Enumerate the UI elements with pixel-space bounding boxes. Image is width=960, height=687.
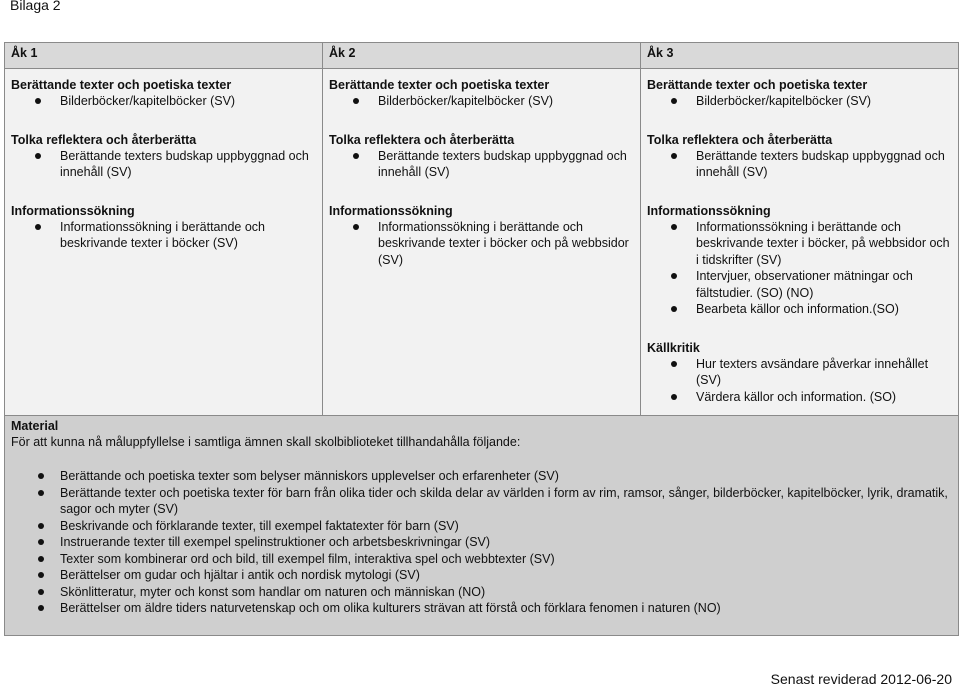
list-item: Bearbeta källor och information.(SO) bbox=[647, 301, 953, 318]
section-tolka bbox=[329, 132, 635, 181]
list-item: Berättande texters budskap uppbyggnad och innehåll (SV) bbox=[329, 148, 635, 181]
column-ak1 bbox=[5, 69, 323, 416]
material-list bbox=[11, 468, 952, 617]
section-informationssokning bbox=[11, 203, 317, 252]
curriculum-table bbox=[4, 42, 959, 636]
section-title: Informationssökning bbox=[329, 203, 453, 218]
material-title: Material bbox=[11, 419, 59, 433]
list-item: Hur texters avsändare påverkar innehållet (SV) bbox=[647, 356, 953, 389]
document-title: Bilaga 2 bbox=[10, 0, 61, 13]
list-item: Informationssökning i berättande och beskrivande texter i böcker och på webbsidor (SV) bbox=[329, 219, 635, 269]
header-ak1: Åk 1 bbox=[5, 43, 323, 69]
content-row bbox=[5, 69, 959, 416]
column-ak2 bbox=[323, 69, 641, 416]
list-item: Berättande texters budskap uppbyggnad och innehåll (SV) bbox=[11, 148, 317, 181]
material-cell bbox=[5, 416, 959, 636]
column-ak3 bbox=[641, 69, 959, 416]
section-title: Tolka reflektera och återberätta bbox=[647, 132, 833, 147]
section-informationssokning bbox=[647, 203, 953, 318]
section-title: Informationssökning bbox=[11, 203, 135, 218]
section-informationssokning bbox=[329, 203, 635, 269]
list-item: Värdera källor och information. (SO) bbox=[647, 389, 953, 406]
section-title: Informationssökning bbox=[647, 203, 771, 218]
revision-date: Senast reviderad 2012-06-20 bbox=[770, 671, 952, 687]
material-intro: För att kunna nå måluppfyllelse i samtliga ämnen skall skolbiblioteket tillhandahålla följande: bbox=[11, 435, 521, 449]
list-item: Berättande texters budskap uppbyggnad och innehåll (SV) bbox=[647, 148, 953, 181]
list-item: Berättande texter och poetiska texter för barn från olika tider och skilda delar av världen i form av rim, ramsor, sånger, bilderböcker, kapitelböcker, lyrik, dramatik, sagor och myter (SV) bbox=[11, 485, 952, 518]
section-berattande-texter bbox=[647, 77, 953, 110]
section-title: Källkritik bbox=[647, 340, 700, 355]
list-item: Instruerande texter till exempel spelinstruktioner och arbetsbeskrivningar (SV) bbox=[11, 534, 952, 551]
list-item: Texter som kombinerar ord och bild, till exempel film, interaktiva spel och webbtexter (SV) bbox=[11, 551, 952, 568]
section-title: Tolka reflektera och återberätta bbox=[329, 132, 515, 147]
header-ak3: Åk 3 bbox=[641, 43, 959, 69]
section-berattande-texter bbox=[11, 77, 317, 110]
section-berattande-texter bbox=[329, 77, 635, 110]
list-item: Bilderböcker/kapitelböcker (SV) bbox=[647, 93, 953, 110]
material-row bbox=[5, 416, 959, 636]
section-kallkritik bbox=[647, 340, 953, 406]
list-item: Berättelser om gudar och hjältar i antik och nordisk mytologi (SV) bbox=[11, 567, 952, 584]
list-item: Bilderböcker/kapitelböcker (SV) bbox=[11, 93, 317, 110]
header-row bbox=[5, 43, 959, 69]
section-tolka bbox=[11, 132, 317, 181]
list-item: Intervjuer, observationer mätningar och fältstudier. (SO) (NO) bbox=[647, 268, 953, 301]
list-item: Berättande och poetiska texter som belyser människors upplevelser och erfarenheter (SV) bbox=[11, 468, 952, 485]
list-item: Bilderböcker/kapitelböcker (SV) bbox=[329, 93, 635, 110]
header-ak2: Åk 2 bbox=[323, 43, 641, 69]
list-item: Informationssökning i berättande och beskrivande texter i böcker (SV) bbox=[11, 219, 317, 252]
section-tolka bbox=[647, 132, 953, 181]
section-title: Tolka reflektera och återberätta bbox=[11, 132, 197, 147]
section-title: Berättande texter och poetiska texter bbox=[329, 78, 550, 92]
section-title: Berättande texter och poetiska texter bbox=[647, 78, 868, 92]
list-item: Skönlitteratur, myter och konst som handlar om naturen och människan (NO) bbox=[11, 584, 952, 601]
section-title: Berättande texter och poetiska texter bbox=[11, 78, 232, 92]
list-item: Informationssökning i berättande och beskrivande texter i böcker, på webbsidor och i tidskrifter (SV) bbox=[647, 219, 953, 269]
list-item: Berättelser om äldre tiders naturvetenskap och om olika kulturers strävan att förstå och förklara fenomen i naturen (NO) bbox=[11, 600, 952, 617]
list-item: Beskrivande och förklarande texter, till exempel faktatexter för barn (SV) bbox=[11, 518, 952, 535]
